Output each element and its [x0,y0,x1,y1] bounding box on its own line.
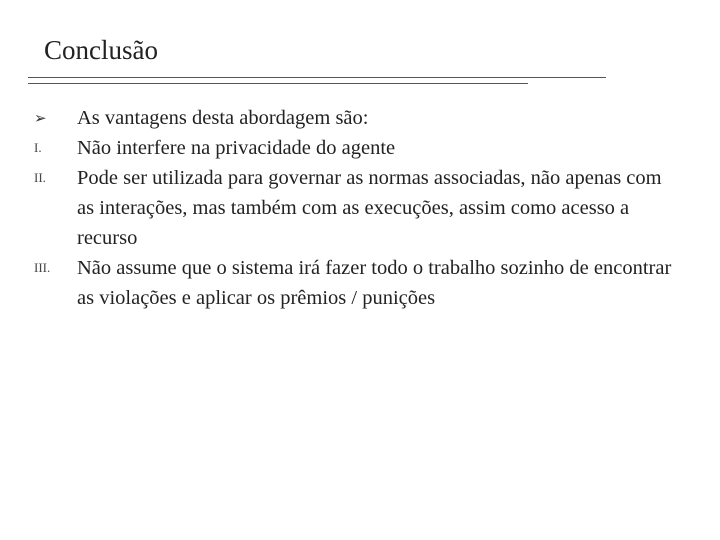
list-item-text: As vantagens desta abordagem são: [77,107,369,129]
slide-title: Conclusão [44,35,158,65]
list-item-text: Não assume que o sistema irá fazer todo o trabalho sozinho de encontrar as violações e aplicar os prêmios / punições [77,257,672,309]
slide-body [34,103,674,313]
list-item-intro [34,103,674,133]
arrow-bullet-icon: ➢ [34,109,47,127]
list-item-1 [34,133,674,163]
list-marker: II. [34,170,46,185]
list-item-text: Pode ser utilizada para governar as normas associadas, não apenas com as interações, mas também com as execuções, assim como acesso a recurso [77,167,662,249]
list-item-2 [34,163,674,253]
title-divider-bottom [28,83,528,84]
title-divider-top [28,77,606,78]
list-item-3 [34,253,674,313]
list-marker: III. [34,260,51,275]
list-marker: I. [34,140,42,155]
list-item-text: Não interfere na privacidade do agente [77,137,396,159]
